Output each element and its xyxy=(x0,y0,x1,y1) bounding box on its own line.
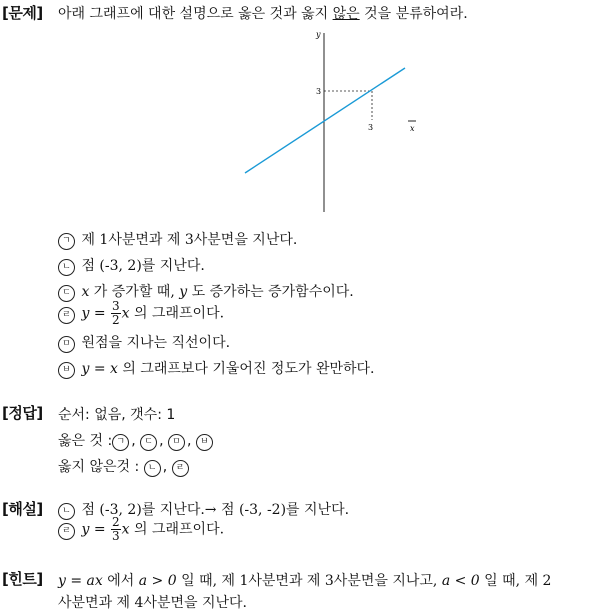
option-var-x: x xyxy=(81,284,90,300)
option-eq-lhs: y = xyxy=(81,305,106,322)
explanation-marker: ㄴ xyxy=(58,503,75,520)
option-2 xyxy=(58,255,205,276)
option-4 xyxy=(58,300,224,327)
option-marker: ㄱ xyxy=(58,233,75,250)
line-graph xyxy=(230,28,430,218)
option-text: 원점을 지나는 직선이다. xyxy=(81,335,231,351)
hint-text: 일 때, 제 2 xyxy=(479,573,552,589)
explanation-line-2 xyxy=(58,516,224,543)
option-marker: ㅁ xyxy=(58,336,75,353)
fraction-numerator: 3 xyxy=(112,299,120,313)
graph-line xyxy=(245,68,405,173)
x-axis-label: x xyxy=(410,124,415,133)
hint-line-1 xyxy=(58,570,551,590)
option-text: 제 1사분면과 제 3사분면을 지난다. xyxy=(81,232,298,248)
point-x-label: 3 xyxy=(368,123,374,132)
hint-cond-negative: a < 0 xyxy=(441,573,480,589)
correct-label: 옳은 것 : xyxy=(58,433,113,449)
correct-marker: ㅂ xyxy=(196,434,213,451)
fraction-numerator: 2 xyxy=(112,515,120,529)
option-marker: ㄴ xyxy=(58,259,75,276)
incorrect-marker: ㄴ xyxy=(144,460,161,477)
answer-incorrect: 옳지 않은것 : ㄴ , ㄹ xyxy=(58,456,191,477)
hint-eq: y = ax xyxy=(58,573,103,589)
option-5 xyxy=(58,332,230,353)
option-var-y: y xyxy=(179,284,188,300)
correct-marker: ㅁ xyxy=(168,434,185,451)
explanation-text-rest: 의 그래프이다. xyxy=(129,521,225,538)
option-1 xyxy=(58,229,297,250)
problem-question xyxy=(58,3,468,23)
fraction-denominator: 2 xyxy=(112,313,120,327)
explanation-eq-lhs: y = xyxy=(81,521,106,538)
fraction-denominator: 3 xyxy=(112,529,120,543)
problem-tag: [문제] xyxy=(2,4,43,22)
incorrect-marker: ㄹ xyxy=(172,460,189,477)
hint-line-2: 사분면과 제 4사분면을 지난다. xyxy=(58,595,247,611)
point-y-label: 3 xyxy=(316,87,322,96)
y-axis-label: y xyxy=(316,30,321,39)
hint-text: 에서 xyxy=(102,573,139,589)
question-text-after: 것을 분류하여라. xyxy=(359,6,468,22)
fraction xyxy=(111,516,121,543)
hint-text: 일 때, 제 1사분면과 제 3사분면을 지나고, xyxy=(176,573,442,589)
answer-line-1: 순서: 없음, 갯수: 1 xyxy=(58,407,176,423)
option-text-rest: 도 증가하는 증가함수이다. xyxy=(187,284,354,300)
explanation-tag: [해설] xyxy=(2,500,43,518)
option-text-mid: 가 증가할 때, xyxy=(89,284,180,300)
incorrect-label: 옳지 않은것 : xyxy=(58,459,140,475)
explanation-marker: ㄹ xyxy=(58,523,75,540)
option-text-rest: 의 그래프이다. xyxy=(129,305,225,322)
option-marker: ㄷ xyxy=(58,285,75,302)
question-text-underlined: 않은 xyxy=(332,6,360,22)
option-3 xyxy=(58,281,354,302)
correct-marker: ㄱ xyxy=(112,434,129,451)
hint-cond-positive: a > 0 xyxy=(138,573,177,589)
explanation-eq-var: x xyxy=(121,521,130,538)
answer-tag: [정답] xyxy=(2,404,43,422)
option-text-rest: 의 그래프보다 기울어진 정도가 완만하다. xyxy=(117,361,375,377)
option-eq-var: x xyxy=(121,305,130,322)
option-marker: ㄹ xyxy=(58,307,75,324)
option-eq: y = x xyxy=(81,361,118,377)
question-text-before: 아래 그래프에 대한 설명으로 옳은 것과 옳지 xyxy=(58,6,333,22)
answer-correct: 옳은 것 : ㄱ , ㄷ , ㅁ , ㅂ xyxy=(58,430,215,451)
hint-tag: [힌트] xyxy=(2,570,43,588)
fraction xyxy=(111,300,121,327)
option-6 xyxy=(58,358,375,379)
option-text: 점 (-3, 2)를 지난다. xyxy=(81,258,205,274)
option-marker: ㅂ xyxy=(58,362,75,379)
correct-marker: ㄷ xyxy=(140,434,157,451)
explanation-text: 점 (-3, 2)를 지난다.→ 점 (-3, -2)를 지난다. xyxy=(81,502,350,518)
